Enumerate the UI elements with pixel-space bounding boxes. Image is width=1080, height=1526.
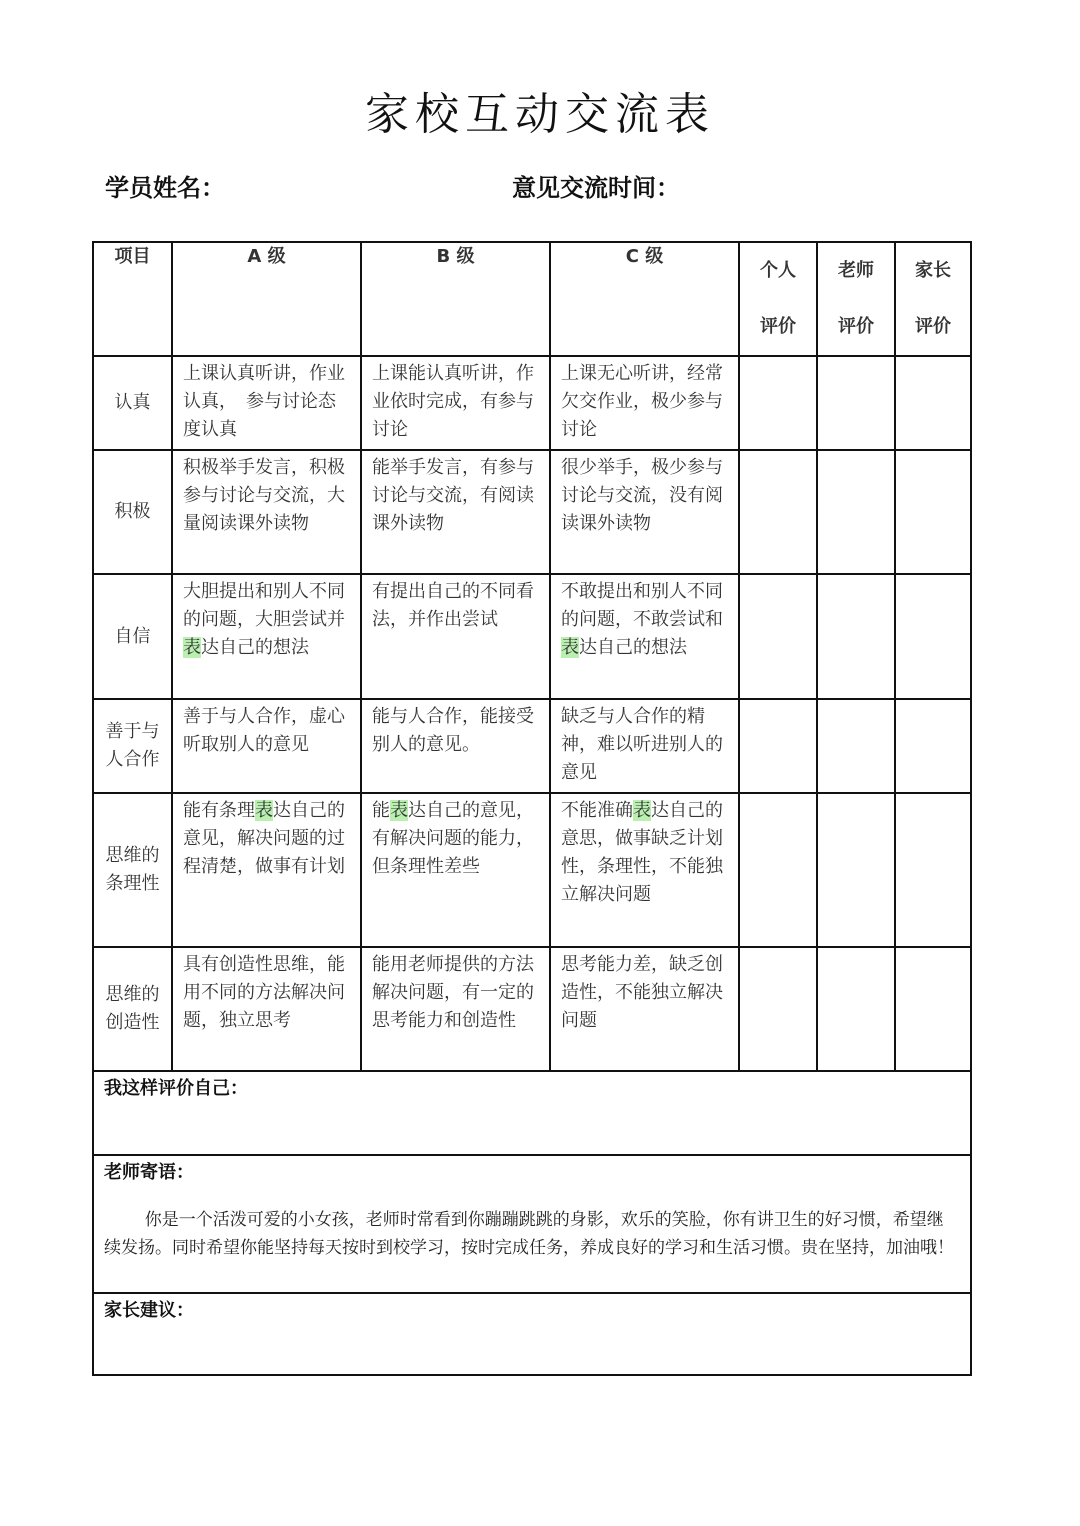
page-title: 家校互动交流表: [365, 89, 715, 140]
grade-b-text: 能表达自己的意见，有解决问题的能力，但条理性差些: [361, 793, 550, 947]
grade-b-text: 能举手发言，有参与讨论与交流，有阅读课外读物: [361, 450, 550, 574]
header-row: [93, 242, 971, 356]
row-item: 自信: [93, 574, 172, 699]
table-row: [93, 356, 971, 450]
teacher-eval-cell[interactable]: [817, 356, 895, 450]
table-row: [93, 574, 971, 699]
header-grade-b: B 级: [361, 242, 550, 356]
teacher-note-text: 你是一个活泼可爱的小女孩，老师时常看到你蹦蹦跳跳的身影，欢乐的笑脸，你有讲卫生的好习惯，希望继续发扬。同时希望你能坚持每天按时到校学习，按时完成任务，养成良好的学习和生活习惯。贵在坚持，加油哦！: [104, 1210, 954, 1258]
grade-a-text: 大胆提出和别人不同的问题，大胆尝试并表达自己的想法: [172, 574, 361, 699]
table-row: [93, 793, 971, 947]
grade-b-text: 有提出自己的不同看法，并作出尝试: [361, 574, 550, 699]
row-item: 思维的创造性: [93, 947, 172, 1071]
grade-a-text: 具有创造性思维，能用不同的方法解决问题，独立思考: [172, 947, 361, 1071]
self-eval-cell[interactable]: [739, 574, 817, 699]
row-item: 善于与人合作: [93, 699, 172, 793]
parent-note-row: [93, 1293, 971, 1375]
evaluation-table: [92, 241, 972, 1376]
grade-c-text: 思考能力差，缺乏创造性，不能独立解决问题: [550, 947, 739, 1071]
header-grade-c: C 级: [550, 242, 739, 356]
self-eval-row: [93, 1071, 971, 1155]
exchange-time-label: 意见交流时间：: [512, 174, 680, 202]
parent-eval-cell[interactable]: [895, 574, 971, 699]
grade-a-text: 能有条理表达自己的意见，解决问题的过程清楚，做事有计划: [172, 793, 361, 947]
student-name-label: 学员姓名：: [105, 174, 225, 202]
teacher-note-row: [93, 1155, 971, 1293]
grade-c-text: 上课无心听讲，经常欠交作业，极少参与讨论: [550, 356, 739, 450]
parent-eval-cell[interactable]: [895, 450, 971, 574]
table-row: [93, 450, 971, 574]
header-grade-a: A 级: [172, 242, 361, 356]
parent-eval-cell[interactable]: [895, 356, 971, 450]
parent-eval-cell[interactable]: [895, 947, 971, 1071]
grade-b-text: 能用老师提供的方法解决问题，有一定的思考能力和创造性: [361, 947, 550, 1071]
self-eval-cell[interactable]: [739, 699, 817, 793]
grade-b-text: 上课能认真听讲，作业依时完成，有参与讨论: [361, 356, 550, 450]
grade-c-text: 缺乏与人合作的精神，难以听进别人的意见: [550, 699, 739, 793]
table-row: [93, 699, 971, 793]
row-item: 认真: [93, 356, 172, 450]
parent-note-label: 家长建议：: [104, 1300, 194, 1321]
parent-eval-cell[interactable]: [895, 699, 971, 793]
teacher-eval-cell[interactable]: [817, 947, 895, 1071]
self-eval-area[interactable]: [93, 1071, 971, 1155]
parent-note-area[interactable]: [93, 1293, 971, 1375]
grade-a-text: 积极举手发言，积极参与讨论与交流，大量阅读课外读物: [172, 450, 361, 574]
teacher-note-area[interactable]: [93, 1155, 971, 1293]
header-parent-eval: 家长 评价: [895, 242, 971, 356]
self-eval-cell[interactable]: [739, 356, 817, 450]
row-item: 思维的条理性: [93, 793, 172, 947]
parent-eval-cell[interactable]: [895, 793, 971, 947]
row-item: 积极: [93, 450, 172, 574]
grade-c-text: 不能准确表达自己的意思，做事缺乏计划性，条理性，不能独立解决问题: [550, 793, 739, 947]
grade-a-text: 上课认真听讲，作业认真， 参与讨论态度认真: [172, 356, 361, 450]
self-eval-cell[interactable]: [739, 450, 817, 574]
header-teacher-eval: 老师 评价: [817, 242, 895, 356]
teacher-note-label: 老师寄语：: [104, 1162, 194, 1183]
self-eval-cell[interactable]: [739, 793, 817, 947]
self-eval-cell[interactable]: [739, 947, 817, 1071]
grade-c-text: 不敢提出和别人不同的问题，不敢尝试和表达自己的想法: [550, 574, 739, 699]
header-self-eval: 个人 评价: [739, 242, 817, 356]
grade-a-text: 善于与人合作，虚心听取别人的意见: [172, 699, 361, 793]
teacher-eval-cell[interactable]: [817, 450, 895, 574]
header-item: 项目: [93, 242, 172, 356]
grade-c-text: 很少举手，极少参与讨论与交流，没有阅读课外读物: [550, 450, 739, 574]
teacher-eval-cell[interactable]: [817, 793, 895, 947]
grade-b-text: 能与人合作，能接受别人的意见。: [361, 699, 550, 793]
self-eval-label: 我这样评价自己：: [104, 1078, 248, 1099]
teacher-eval-cell[interactable]: [817, 574, 895, 699]
teacher-eval-cell[interactable]: [817, 699, 895, 793]
table-row: [93, 947, 971, 1071]
